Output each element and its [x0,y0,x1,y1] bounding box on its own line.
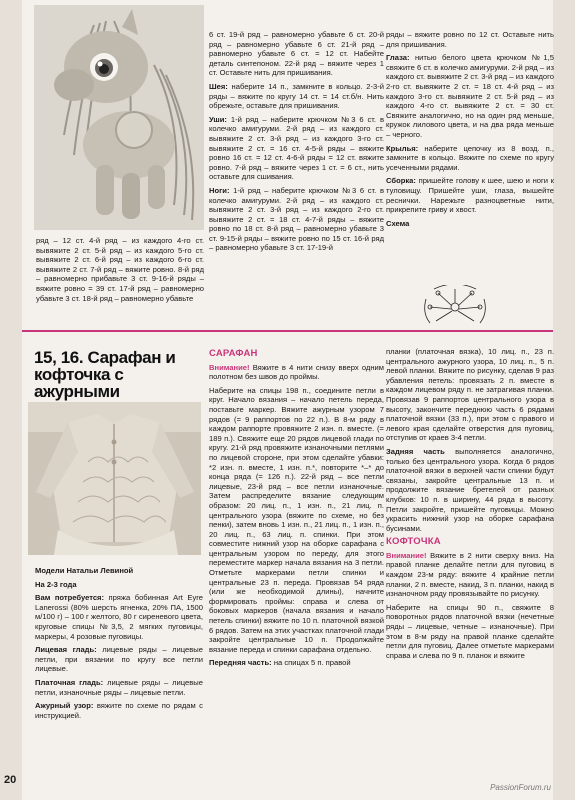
article-title: 15, 16. Сарафан и кофточка с ажурными [34,348,176,401]
back-part-paragraph: Задняя часть выполняется аналогично, только без центрального узора. Когда 6 рядов платочной вязки в верхней части спинки будут связаны, закройте центральные 13 п. и продолжите вязание бретелей от разных клубков: 10 п. в ширину, 44 ряда в высоту. Петли закройте, пришейте пуговицы. Можно украсить нижний узор на оборке сарафана бусинами. [386,446,554,533]
page-edge-left [0,0,22,800]
age-range: На 2-3 года [35,579,77,589]
sarafan-heading: САРАФАН [209,348,258,359]
front-part-paragraph: Передняя часть: на спицах 5 п. правой [209,658,351,668]
neck-paragraph: Шея: наберите 14 п., замкните в кольцо. 2-3-й ряды – вяжите по кругу 14 ст. = 14 ст.б/н. Нить обрежьте, оставьте для пришивания. [209,81,384,111]
wings-paragraph: Крылья: наберите цепочку из 8 возд. п., замкните в кольцо. Вяжите по схеме по кругу усеченными рядами. [386,143,554,172]
pony-mid-column [209,30,384,257]
page-number: 20 [4,774,17,786]
eyes-paragraph: Глаза: нитью белого цвета крючком №1,5 свяжите 6 ст. в колечко амигуруми. 2-й ряд – из каждого ст. вывяжите 2 ст. 3-й ряд – из каждого 2-го ст. вывяжите 2 ст. = 18 ст. 4-й ряд – из каждого 3-го ст. вывяжите 2 ст. 5-й ряд – из каждого 4-го ст. вывяжите 2 ст. = 30 ст. Свяжите аналогично, но на один ряд меньше, кружок лилового цвета, и на два ряда меньше – черного. [386,53,554,139]
cardigan-heading: КОФТОЧКА [386,536,441,548]
sarafan-continued-column [386,347,554,664]
section-divider [22,330,553,332]
body-text: 6 ст. 19-й ряд – равномерно убавьте 6 ст. 20-й ряд – равномерно убавьте 6 ст. 21-й ряд – равномерно убавьте 6 ст. = 12 ст. Набейте деталь синтепоном. 22-й ряд – вяжите через 1 ст. Оставьте нить для пришивания. [209,30,384,78]
legs-paragraph: Ноги: 1-й ряд – наберите крючком №3 6 ст. в колечко амигуруми. 2-й ряд – из каждого ст. вывяжите 2 ст. 3-й ряд – из каждого 2-го ст. вывяжите 2 ст. = 18 ст. 4-7-й ряды – вяжите ровно по 18 ст. 8-й ряд – равномерно убавьте 3 ст. 9-15-й ряды – вяжите ровно по 15 ст. 16-й ряд – равномерно убавьте 3 ст. 17-19-й [209,185,384,253]
body-text: планки (платочная вязка), 10 лиц. п., 23 п. центрального ажурного узора, 10 лиц. п., 5 п. левой планки. Вяжите по рисунку, сделав 9 раз убавления петель: провязать 2 п. вместе в каждом лицевом ряду п. не затрагивая планки. Провязав 9 раппортов центрального узора в высоту, закончите переднюю часть 6 рядами платочной вязки (33 п.), при этом с правого и левого края сделайте отверстия для пуговиц, отступив от краев 3-4 петли. [386,347,554,443]
sarafan-column [209,347,384,672]
schema-label: Схема [386,218,410,228]
pony-photo [34,5,204,230]
crochet-schema-diagram [420,285,490,327]
face-stitch-paragraph: Лицевая гладь: лицевые ряды – лицевые петли, при вязании по кругу все петли лицевые. [35,645,203,674]
lace-pattern-paragraph: Ажурный узор: вяжите по схеме по рядам с инструкцией. [35,701,203,720]
cardigan-attention: Внимание! Вяжите в 2 нити сверху вниз. На правой планке делайте петли для пуговиц в каждом 23-м ряду: вяжите 4 крайние петли планки, 2 п. вместе, накид, 3 п. планки, накид в изнаночном ряду провязывайте по рисунку. [386,550,554,599]
sarafan-attention: Внимание! Вяжите в 4 нити снизу вверх одним полотном без швов до проймы. [209,362,384,382]
ears-paragraph: Уши: 1-й ряд – наберите крючком №3 6 ст. в колечко амигуруми. 2-й ряд – из каждого ст. вывяжите 2 ст. 3-й ряд – из каждого 3-го ст. вывяжите 2 ст. = 16 ст. 4-5-й ряды – вяжите ровно 16 ст. = 12 ст. 4-6-й ряды = 12 ст. вяжите ровно. 7-й ряд – вяжите через 1 ст. = 6 ст., нить оставьте для сшивания. [209,114,384,182]
pony-continued-text: ряд – 12 ст. 4-й ряд – из каждого 4-го ст. вывяжите 2 ст. 5-й ряд – из каждого 5-го ст. вывяжите 2 ст. 6-й ряд – из каждого 6-го ст. вывяжите 2 ст. 7-й ряд – вяжите ровно. 8-й ряд – равномерно прибавьте 3 ст. 9-16-й ряды – вяжите ровно = 39 ст. 17-й ряд – равномерно убавьте 3 ст. 18-й ряд – равномерно убавьте [36,236,204,303]
materials-column [35,566,203,724]
website-watermark: PassionForum.ru [490,783,551,792]
dress-photo [28,402,201,555]
cardigan-instructions: Наберите на спицы 90 п., свяжите 8 поворотных рядов платочной вязки (нечетные ряды – лицевые, четные – изнаночные). При этом в 8-м ряду на правой планке сделайте петли для пуговиц. Далее отметьте маркерами справа и слева по 9 п. планок и вяжите [386,602,554,660]
page-edge-right [553,0,575,800]
pony-right-column [386,30,554,232]
assembly-paragraph: Сборка: пришейте голову к шее, шею и ноги к туловищу. Пришейте уши, глаза, вышейте реснички. Нарежьте разноцветные нити, прикрепите гриву и хвост. [386,176,554,215]
materials-paragraph: Вам потребуется: пряжа бобинная Art Eyre Lanerossi (80% шерсть ягненка, 20% ПА, 1500 м/100 г) – 100 г желтого, 80 г сиреневого цвета, круговые спицы №3,5, 2 мягких пуговицы, маркеры, 4 розовые пуговицы. [35,593,203,641]
body-text: ряды – вяжите ровно по 12 ст. Оставьте нить для пришивания. [386,30,554,49]
sarafan-instructions: Наберите на спицы 198 п., соедините петли в круг. Начало вязания – начало петель переда, поставьте маркер. Вяжите ажурным узором 7 рядов (= 9 раппортов по 22 п.). В 8-м ряду в каждом раппорте провяжите 2 изн. п. вместе. (= 189 п.). Свяжите еще 20 рядов лицевой глади по кругу. 21-й ряд провяжите изнаночными петлями по лицевой стороне, при этом сделайте убавки: *2 изн. п. вместе, 1 изн. п.*, повторите *–* до конца ряда (= 126 п.). 22-й ряд – все петли лицевые, 23-й ряд – все петли изнаночные. Затем распределите вязание следующим образом: 20 лиц. п., 1 изн. п., 21 лиц. п. центрального узора (вяжите по схеме, но без пенки), затем вновь 1 изн. п., 21 лиц. п., 1 изн. п., 20 лиц. п., 63 лиц. п. спинки. При этом совместите нижний узор на оборке сарафана с центральным узором по переду, для этого переместите маркер начала вязания на 3 петли. Отметьте маркерами петли спинки и центральные 23 п. переда. Провязав 54 ряда (или же необходимой длины), начните формировать проймы: справа и слева от боковых маркеров (начала вязания и начало петель спинки) вяжите по 10 п. платочной вязкой 6 рядов. Затем на этих участках платочной глади закройте центральные 10 п. Продолжайте вязание переда и спинки сарафана отдельно. [209,385,384,654]
author-name: Модели Натальи Левиной [35,566,134,575]
plait-stitch-paragraph: Платочная гладь: лицевые ряды – лицевые петли, изнаночные ряды – лицевые петли. [35,677,203,697]
